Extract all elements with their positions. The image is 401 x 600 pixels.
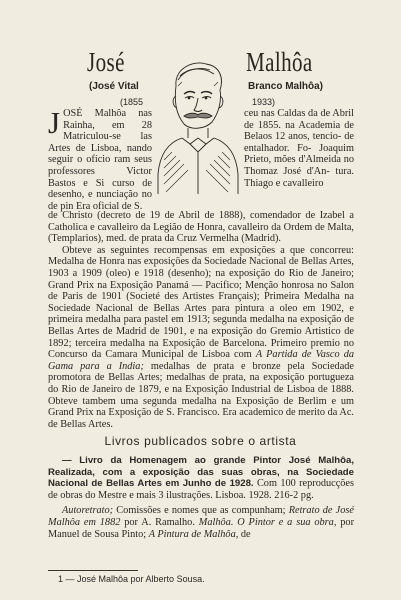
bio-paragraph-1: de Christo (decreto de 19 de Abril de 1888), comendador de Izabel a Catholica e cavalleiro da Legião de Honra, cavalleiro da Ordem de Malta, (Templarios), med. de prata da Cruz Vermelha (Madrid). [48,210,354,245]
bio-paragraph-2 [48,245,354,431]
paragraph-2-text: Obteve as seguintes recompensas em exposições a que concorreu: Medalha de Honra nas exposições da Sociedade Nacional de Bellas Artes, 1903 a 1909 (oleo) e 1918 (desenho); na exposição do Rio de Janeiro; Grand Prix na Exposição Panamá — Pacifico; Menção honrosa no Salon de Paris de 1901 (Societé des Artistes Français); Primeira Medalha na Sociedade Nacional de Bellas Artes para pintura a oleo em 1902, e primeira medalha para pastel em 1913; segunda medalha na exposição de Bellas Artes de Madrid de 1901, e na exposição do Gremio Artistico de 1892; terceira medalha na Exposição de Barcelona. Primeiro premio no Concurso da Camara Municipal de Lisboa com [48,244,354,361]
footnote-rule [48,570,138,571]
name-last: Malhôa [246,47,313,77]
entry-2-italic-b: Retrato de José Malhôa em 1882 [48,505,354,528]
book-entry-1 [48,455,354,501]
entry-2-text-b: por A. Ramalho. [124,516,195,528]
bio-left-text: OSÉ Malhôa nas Rainha, em 28 Matriculou-se las Artes de Lisboa, nando seguir o ofício ram seus professores Victor Bastos e Si curso de desenho, e nunciação no de pin Era oficial de S. [48,108,152,212]
bio-column-right [244,108,354,189]
book-entry-2 [48,505,354,540]
paragraph-2-italic: A Partida de Vasco da Gama para a India; [48,349,355,372]
entry-2-text-d: de [240,528,251,540]
entry-2-italic-d: A Pintura de Malhôa, [148,528,239,540]
dropcap: J [48,105,61,140]
bio-right-text: ceu nas Caldas da de Abril de 1855. na Academia de Belaos 12 anos, tencio- de entalhador. Fo- Joaquim Prieto, mões d'Almeida no Thomaz José d'An- tura. Thiago e cavalleiro [244,108,354,189]
book-entry-1-title: — Livro da Homenagem ao grande Pintor José Malhôa, Realizada, com a exposição das suas obras, na Sociedade Nacional de Bellas Artes em Junho de 1928. [48,455,354,490]
entry-2-text-c: por Manuel de Sousa Pinto; [48,516,355,540]
bio-continuation [48,210,354,430]
full-name-left: (José Vital [89,81,139,92]
entry-2-italic-a: Autoretrato; [62,505,114,517]
birth-year: (1855 [120,97,144,107]
entry-2-text-a: Comissões e nomes que as compunham; [116,505,286,517]
books-heading: Livros publicados sobre o artista [104,434,297,448]
portrait-sketch [154,56,240,196]
bio-column-left [48,105,152,212]
book-entry-1-rest: Com 100 reproducções de obras do Mestre e mais 3 ilustrações. Lisboa. 1928. 216-2 pg. [48,478,355,501]
death-year: 1933) [252,97,276,107]
paragraph-2-end: medalhas de prata e bronze pela Sociedade promotora de Bellas Artes; medalhas de prata, na exposição portugueza do Rio de Janeiro de 1879, e na Exposição Industrial de Lisboa de 1888. Obteve tambem uma segunda medalha na Exposição de Berlim e um Grand Prix na Exposição de S. Francisco. Era academico de merito da Ac. de Bellas Artes. [48,360,354,430]
name-first: José [87,47,125,77]
entry-2-italic-c: Malhôa. O Pintor e a sua obra, [198,516,337,528]
full-name-right: Branco Malhôa) [248,81,324,92]
books-list [48,455,354,544]
footnote: 1 — José Malhôa por Alberto Sousa. [58,574,205,584]
